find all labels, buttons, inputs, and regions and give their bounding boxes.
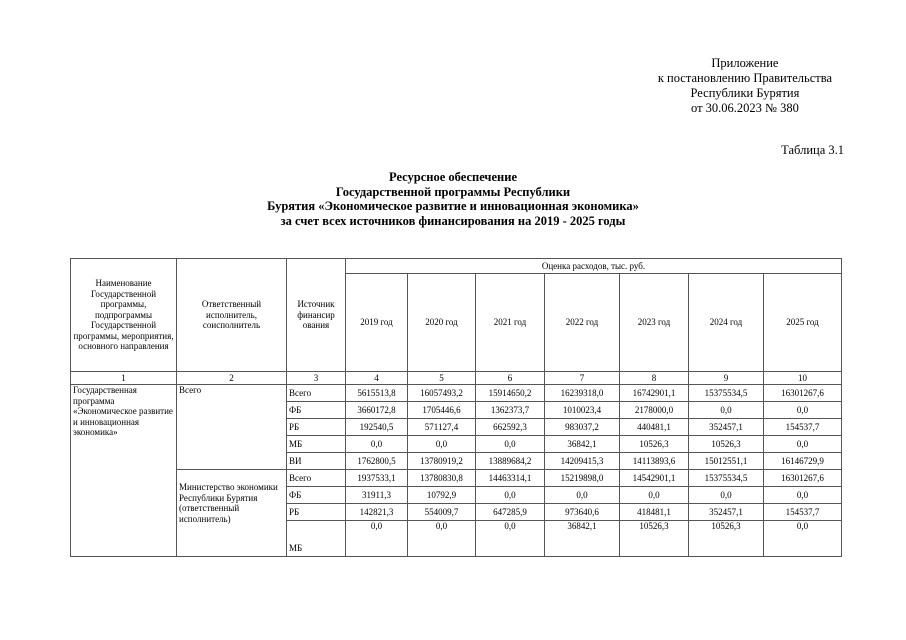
year-header: 2022 год	[545, 274, 620, 372]
source-cell: Всего	[287, 470, 346, 487]
executor-cell: Министерство экономики Республики Бурятия (ответственный исполнитель)	[177, 470, 287, 557]
year-header: 2023 год	[620, 274, 689, 372]
source-cell: ВИ	[287, 453, 346, 470]
source-cell: ФБ	[287, 487, 346, 504]
year-header: 2024 год	[689, 274, 764, 372]
value-cell: 973640,6	[545, 504, 620, 521]
value-cell: 10526,3	[689, 521, 764, 557]
value-cell: 13780830,8	[408, 470, 476, 487]
title-line: за счет всех источников финансирования на 2019 - 2025 годы	[280, 213, 626, 228]
header-estimate-cell: Оценка расходов, тыс. руб.	[346, 259, 842, 274]
document-title	[0, 170, 906, 228]
value-cell: 16239318,0	[545, 385, 620, 402]
column-number: 7	[545, 372, 620, 385]
value-cell: 662592,3	[476, 419, 545, 436]
value-cell: 15012551,1	[689, 453, 764, 470]
value-cell: 3660172,8	[346, 402, 408, 419]
value-cell: 0,0	[346, 436, 408, 453]
value-cell: 0,0	[689, 402, 764, 419]
value-cell: 15375534,5	[689, 385, 764, 402]
column-number: 5	[408, 372, 476, 385]
value-cell: 0,0	[620, 487, 689, 504]
value-cell: 16301267,6	[764, 385, 842, 402]
value-cell: 15375534,5	[689, 470, 764, 487]
value-cell: 554009,7	[408, 504, 476, 521]
value-cell: 1362373,7	[476, 402, 545, 419]
value-cell: 16146729,9	[764, 453, 842, 470]
value-cell: 154537,7	[764, 504, 842, 521]
header-executor-cell: Ответственный исполнитель, соисполнитель	[177, 259, 287, 372]
table-number: Таблица 3.1	[781, 143, 844, 157]
column-number: 6	[476, 372, 545, 385]
value-cell: 0,0	[476, 521, 545, 557]
column-number-row	[71, 372, 842, 385]
resource-table	[70, 258, 842, 557]
appendix-line: Приложение	[711, 56, 779, 70]
year-header: 2019 год	[346, 274, 408, 372]
appendix-line: к постановлению Правительства	[657, 71, 832, 85]
table-row	[71, 385, 842, 402]
column-number: 10	[764, 372, 842, 385]
column-number: 8	[620, 372, 689, 385]
column-number: 4	[346, 372, 408, 385]
value-cell: 192540,5	[346, 419, 408, 436]
value-cell: 5615513,8	[346, 385, 408, 402]
title-line: Ресурсное обеспечение	[388, 170, 517, 184]
value-cell: 1010023,4	[545, 402, 620, 419]
value-cell: 571127,4	[408, 419, 476, 436]
header-source-cell: Источник финансир ования	[287, 259, 346, 372]
appendix-line: от 30.06.2023 № 380	[691, 101, 799, 115]
value-cell: 0,0	[346, 521, 408, 557]
value-cell: 647285,9	[476, 504, 545, 521]
table-row	[71, 470, 842, 487]
source-cell: МБ	[287, 521, 346, 557]
value-cell: 154537,7	[764, 419, 842, 436]
value-cell: 352457,1	[689, 419, 764, 436]
value-cell: 0,0	[545, 487, 620, 504]
column-number: 1	[71, 372, 177, 385]
appendix-line: Республики Бурятия	[690, 86, 800, 100]
value-cell: 142821,3	[346, 504, 408, 521]
source-cell: ФБ	[287, 402, 346, 419]
value-cell: 0,0	[689, 487, 764, 504]
value-cell: 36842,1	[545, 521, 620, 557]
value-cell: 14209415,3	[545, 453, 620, 470]
value-cell: 14542901,1	[620, 470, 689, 487]
value-cell: 10526,3	[620, 521, 689, 557]
value-cell: 0,0	[476, 436, 545, 453]
value-cell: 15914650,2	[476, 385, 545, 402]
value-cell: 31911,3	[346, 487, 408, 504]
value-cell: 10526,3	[689, 436, 764, 453]
value-cell: 1762800,5	[346, 453, 408, 470]
title-line: Бурятия «Экономическое развитие и инновационная экономика»	[267, 199, 639, 213]
value-cell: 418481,1	[620, 504, 689, 521]
executor-cell: Всего	[177, 385, 287, 470]
value-cell: 0,0	[764, 436, 842, 453]
value-cell: 0,0	[764, 402, 842, 419]
value-cell: 36842,1	[545, 436, 620, 453]
value-cell: 14113893,6	[620, 453, 689, 470]
source-cell: РБ	[287, 504, 346, 521]
column-number: 2	[177, 372, 287, 385]
value-cell: 10792,9	[408, 487, 476, 504]
value-cell: 1705446,6	[408, 402, 476, 419]
value-cell: 0,0	[764, 487, 842, 504]
value-cell: 2178000,0	[620, 402, 689, 419]
title-line: Государственной программы Республики	[335, 184, 571, 199]
source-cell: РБ	[287, 419, 346, 436]
year-header: 2025 год	[764, 274, 842, 372]
value-cell: 1937533,1	[346, 470, 408, 487]
value-cell: 13889684,2	[476, 453, 545, 470]
value-cell: 16057493,2	[408, 385, 476, 402]
value-cell: 16742901,1	[620, 385, 689, 402]
value-cell: 16301267,6	[764, 470, 842, 487]
source-cell: МБ	[287, 436, 346, 453]
header-name-cell: Наименование Государственной программы, подпрограммы Государственной программы, мероприятия, основного направления	[71, 259, 177, 372]
value-cell: 10526,3	[620, 436, 689, 453]
appendix-block	[658, 56, 832, 116]
value-cell: 13780919,2	[408, 453, 476, 470]
year-header: 2021 год	[476, 274, 545, 372]
value-cell: 983037,2	[545, 419, 620, 436]
column-number: 9	[689, 372, 764, 385]
year-header: 2020 год	[408, 274, 476, 372]
source-cell: Всего	[287, 385, 346, 402]
value-cell: 0,0	[476, 487, 545, 504]
value-cell: 440481,1	[620, 419, 689, 436]
value-cell: 0,0	[408, 521, 476, 557]
value-cell: 0,0	[408, 436, 476, 453]
value-cell: 14463314,1	[476, 470, 545, 487]
column-number: 3	[287, 372, 346, 385]
value-cell: 352457,1	[689, 504, 764, 521]
program-name-cell: Государственная программа «Экономическое развитие и инновационная экономика»	[71, 385, 177, 557]
value-cell: 15219898,0	[545, 470, 620, 487]
value-cell: 0,0	[764, 521, 842, 557]
